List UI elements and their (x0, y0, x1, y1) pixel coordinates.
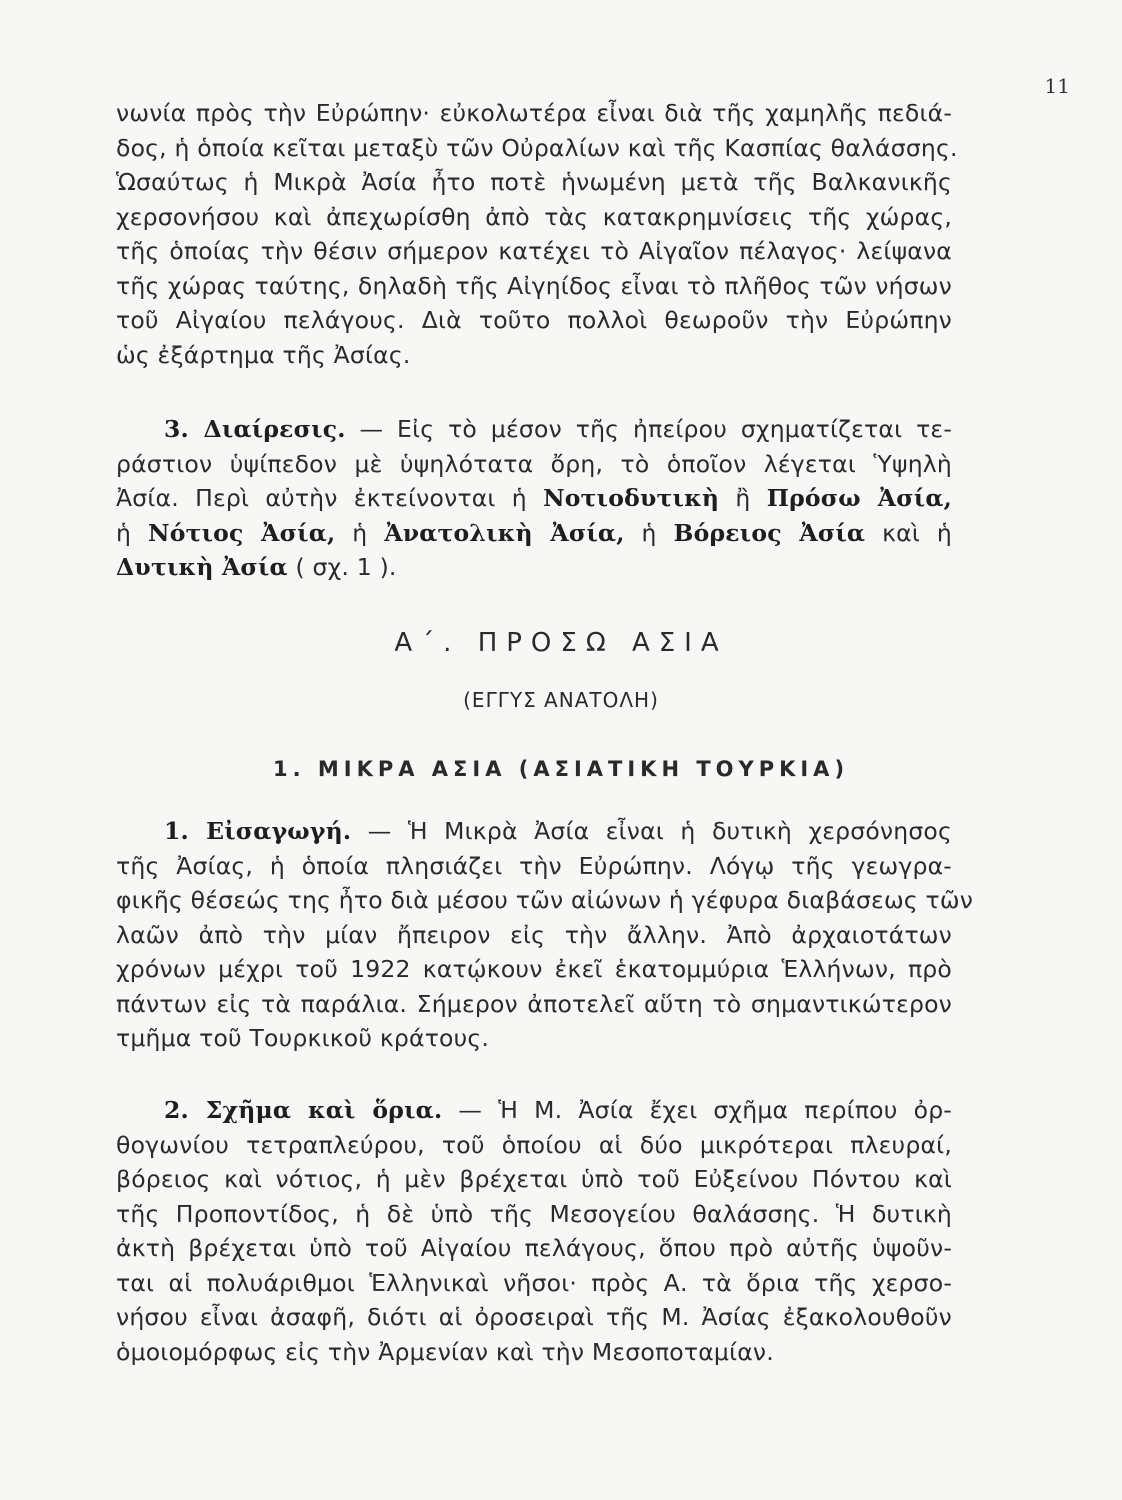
text-line: ται αἱ πολυάριθμοι Ἑλληνικαὶ νῆσοι· πρὸς Α. τὰ ὅρια τῆς χερσο- (116, 1268, 952, 1297)
text-line: ἡ Νότιος Ἀσία, ἡ Ἀνατολικὴ Ἀσία, ἡ Βόρειος Ἀσία καὶ ἡ (116, 518, 953, 547)
term-north-asia: Βόρειος Ἀσία (673, 518, 866, 547)
text-line: 3. Διαίρεσις. — Εἰς τὸ μέσον τῆς ἠπείρου σχηματίζεται τε- (164, 415, 952, 443)
text-line: ράστιον ὑψίπεδον μὲ ὑψηλότατα ὄρη, τὸ ὁποῖον λέγεται Ὑψηλὴ (116, 449, 952, 478)
text-line: τοῦ Αἰγαίου πελάγους. Διὰ τοῦτο πολλοὶ θεωροῦν τὴν Εὐρώπην (116, 306, 952, 334)
term-near-asia: Πρόσω Ἀσία, (766, 484, 952, 512)
text-line: ὡς ἐξάρτημα τῆς Ἀσίας. (116, 340, 411, 369)
text-line: ἀκτὴ βρέχεται ὑπὸ τοῦ Αἰγαίου πελάγους, ὅπου πρὸ αὐτῆς ὑψοῦν- (116, 1234, 952, 1262)
term-east-asia: Ἀνατολικὴ Ἀσία, (384, 518, 625, 547)
text-line: Ὡσαύτως ἡ Μικρὰ Ἀσία ἦτο ποτὲ ἡνωμένη μετὰ τῆς Βαλκανικῆς (116, 168, 952, 196)
text-line: Δυτικὴ Ἀσία ( σχ. 1 ). (116, 553, 397, 581)
text-line: τῆς χώρας ταύτης, δηλαδὴ τῆς Αἰγηίδος εἶναι τὸ πλῆθος τῶν νήσων (116, 271, 952, 300)
text-line: βόρειος καὶ νότιος, ἡ μὲν βρέχεται ὑπὸ τοῦ Εὐξείνου Πόντου καὶ (116, 1165, 952, 1193)
paragraph-introduction (116, 814, 974, 1056)
page-number: 11 (1044, 74, 1070, 98)
text-line: Ἀσία. Περὶ αὐτὴν ἐκτείνονται ἡ Νοτιοδυτικὴ ἢ Πρόσω Ἀσία, (116, 484, 952, 512)
text-line: τῆς ὁποίας τὴν θέσιν σήμερον κατέχει τὸ Αἰγαῖον πέλαγος· λείψανα (116, 237, 952, 265)
chapter-subtitle: (ΕΓΓΥΣ ΑΝΑΤΟΛΗ) (463, 688, 659, 712)
term-southwest: Νοτιοδυτικὴ (543, 484, 720, 512)
text-line: θογωνίου τετραπλεύρου, τοῦ ὁποίου αἱ δύο μικρότεραι πλευραί, (116, 1130, 952, 1159)
text-line: 1. Εἰσαγωγή. — Ἡ Μικρὰ Ἀσία εἶναι ἡ δυτικὴ χερσόνησος (164, 817, 952, 845)
term-south-asia: Νότιος Ἀσία, (148, 518, 336, 547)
text-line: τμῆμα τοῦ Τουρκικοῦ κράτους. (116, 1024, 490, 1052)
section-title: 1. ΜΙΚΡΑ ΑΣΙΑ (ΑΣΙΑΤΙΚΗ ΤΟΥΡΚΙΑ) (272, 757, 850, 781)
text-line: δος, ἡ ὁποία κεῖται μεταξὺ τῶν Οὐραλίων καὶ τῆς Κασπίας θαλάσσης. (116, 133, 958, 162)
paragraph-continuation (116, 96, 958, 372)
section-heading-introduction: 1. Εἰσαγωγή. (164, 817, 352, 845)
text-line: χερσονήσου καὶ ἀπεχωρίσθη ἀπὸ τὰς κατακρημνίσεις τῆς χώρας, (116, 202, 952, 231)
text-line: νωνία πρὸς τὴν Εὐρώπην· εὐκολωτέρα εἶναι διὰ τῆς χαμηλῆς πεδιά- (116, 99, 952, 127)
text-line: τῆς Ἀσίας, ἡ ὁποία πλησιάζει τὴν Εὐρώπην. Λόγῳ τῆς γεωγρα- (116, 851, 952, 880)
paragraph-divisions (116, 412, 952, 585)
section-heading-divisions: 3. Διαίρεσις. (164, 415, 346, 443)
term-west-asia: Δυτικὴ Ἀσία (116, 553, 288, 581)
text-line: λαῶν ἀπὸ τὴν μίαν ἤπειρον εἰς τὴν ἄλλην. Ἀπὸ ἀρχαιοτάτων (116, 920, 952, 949)
text-line: νήσου εἶναι ἀσαφῆ, διότι αἱ ὀροσειραὶ τῆς Μ. Ἀσίας ἐξακολουθοῦν (116, 1303, 952, 1331)
text-line: ὁμοιομόρφως εἰς τὴν Ἀρμενίαν καὶ τὴν Μεσοποταμίαν. (116, 1337, 774, 1366)
paragraph-shape-borders (116, 1093, 952, 1369)
text-line: 2. Σχῆμα καὶ ὅρια. — Ἡ Μ. Ἀσία ἔχει σχῆμα περίπου ὀρ- (164, 1096, 952, 1124)
text-line: τῆς Προποντίδος, ἡ δὲ ὑπὸ τῆς Μεσογείου θαλάσσης. Ἡ δυτικὴ (116, 1199, 952, 1228)
chapter-title: Α΄. ΠΡΟΣΩ ΑΣΙΑ (394, 628, 728, 658)
text-line: χρόνων μέχρι τοῦ 1922 κατῴκουν ἐκεῖ ἑκατομμύρια Ἑλλήνων, πρὸ (116, 955, 952, 983)
text-line: φικῆς θέσεώς της ἦτο διὰ μέσου τῶν αἰώνων ἡ γέφυρα διαβάσεως τῶν (116, 886, 974, 914)
section-heading-shape-borders: 2. Σχῆμα καὶ ὅρια. (164, 1096, 443, 1124)
text-line: πάντων εἰς τὰ παράλια. Σήμερον ἀποτελεῖ αὕτη τὸ σημαντικώτερον (116, 989, 952, 1018)
